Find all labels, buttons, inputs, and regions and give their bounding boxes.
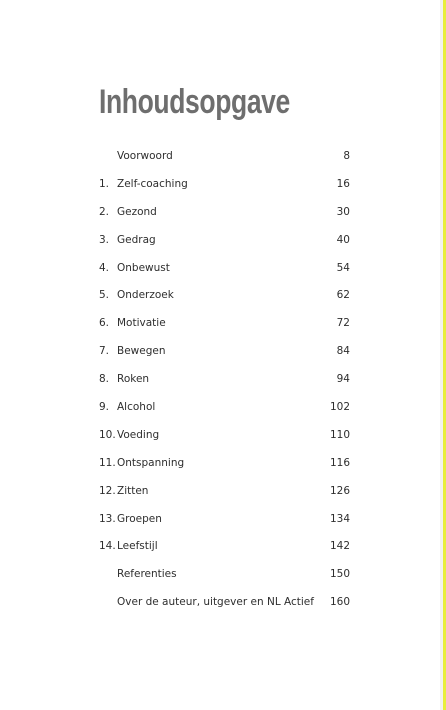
toc-entry-number: 12. <box>99 484 116 497</box>
toc-entry-page-number: 110 <box>329 428 350 441</box>
toc-entry-page-number: 126 <box>329 484 350 497</box>
toc-entry-title: Gedrag <box>117 233 156 246</box>
toc-entry-title: Roken <box>117 373 150 386</box>
toc-entry-page-number: 142 <box>329 540 350 553</box>
toc-entry <box>99 340 350 368</box>
toc-entry-number: 3. <box>99 233 110 246</box>
toc-entry-number: 7. <box>99 345 110 358</box>
toc-entry-number: 1. <box>99 177 110 190</box>
toc-entry-page-number: 150 <box>329 568 350 581</box>
toc-entry-number: 2. <box>99 205 110 218</box>
toc-entry-page-number: 16 <box>336 177 350 190</box>
toc-entry-number: 5. <box>99 289 110 302</box>
toc-entry-title: Leefstijl <box>117 540 158 553</box>
toc-entry-title: Ontspanning <box>117 456 185 469</box>
toc-entry <box>99 173 350 201</box>
toc-entry-number: 9. <box>99 401 110 414</box>
toc-entry <box>99 424 350 452</box>
toc-entry-title: Over de auteur, uitgever en NL Actief <box>117 596 314 609</box>
toc-entry <box>99 591 350 619</box>
toc-entry <box>99 563 350 591</box>
toc-entry-page-number: 30 <box>336 205 350 218</box>
toc-entry-title: Voorwoord <box>117 150 173 162</box>
toc-entry <box>99 312 350 340</box>
toc-entry-title: Alcohol <box>117 401 156 414</box>
toc-entry-page-number: 102 <box>329 401 350 414</box>
toc-entry-number: 10. <box>99 428 116 441</box>
toc-entry-title: Onderzoek <box>117 289 174 302</box>
toc-entry <box>99 480 350 508</box>
toc-entry-title: Onbewust <box>117 261 170 274</box>
toc-entry <box>99 508 350 536</box>
toc-entry-title: Bewegen <box>117 345 166 358</box>
toc-entry <box>99 145 350 173</box>
toc-entry-title: Motivatie <box>117 317 166 330</box>
toc-entry <box>99 452 350 480</box>
toc-entry-title: Gezond <box>117 205 157 218</box>
toc-entry-page-number: 72 <box>336 317 350 330</box>
toc-entry-page-number: 40 <box>336 233 350 246</box>
toc-entry-number: 14. <box>99 540 116 553</box>
toc-entry-number: 4. <box>99 261 110 274</box>
toc-entry-title: Zitten <box>117 484 149 497</box>
toc-entry-page-number: 8 <box>343 150 350 162</box>
toc-entry <box>99 284 350 312</box>
page-title: Inhoudsopgave <box>99 83 290 121</box>
toc-entry-page-number: 116 <box>329 456 350 469</box>
toc-entry-page-number: 62 <box>336 289 350 302</box>
toc-entry-page-number: 160 <box>329 596 350 609</box>
toc-entry-number: 13. <box>99 512 116 525</box>
toc-entry-page-number: 134 <box>329 512 350 525</box>
toc-entry-number: 11. <box>99 456 116 469</box>
toc-entry <box>99 201 350 229</box>
toc-entry-page-number: 84 <box>336 345 350 358</box>
toc-entry-number: 6. <box>99 317 110 330</box>
toc-entry <box>99 257 350 285</box>
toc-entry-title: Voeding <box>117 428 160 441</box>
toc-entry <box>99 396 350 424</box>
toc-entry <box>99 229 350 257</box>
toc-entry <box>99 368 350 396</box>
toc-entry-number: 8. <box>99 373 110 386</box>
toc-entry-title: Referenties <box>117 568 177 581</box>
toc-entry-page-number: 94 <box>336 373 350 386</box>
toc-entry-title: Groepen <box>117 512 162 525</box>
toc-entry-page-number: 54 <box>336 261 350 274</box>
toc-entry <box>99 535 350 563</box>
toc-entry-title: Zelf-coaching <box>117 177 188 190</box>
table-of-contents <box>99 145 350 619</box>
